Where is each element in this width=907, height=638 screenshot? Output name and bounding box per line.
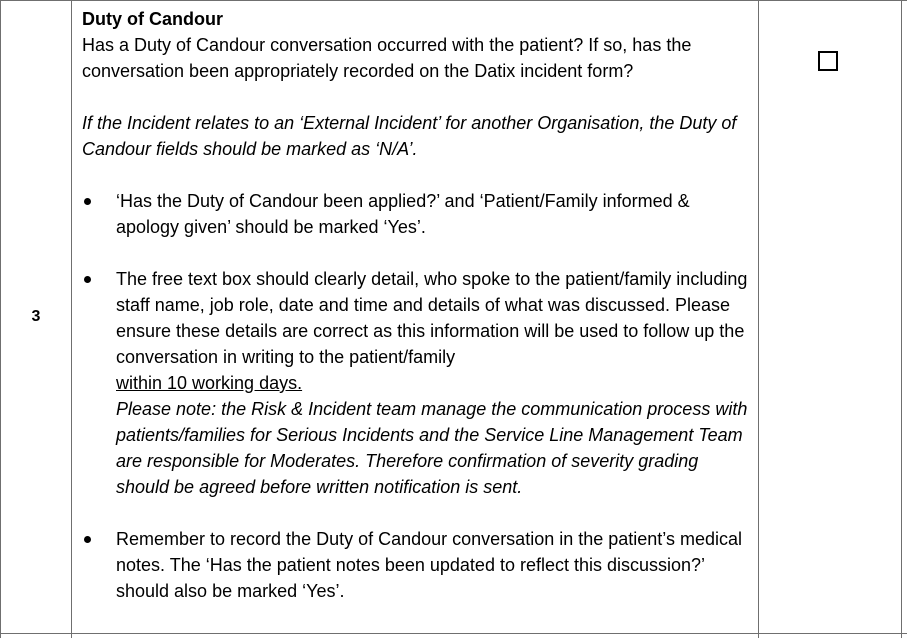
- bullet-text-medical-notes: Remember to record the Duty of Candour conversation in the patient’s medical notes. The ‘Has the patient notes been updated to reflect this discussion?’ should also be marked ‘Yes’.: [116, 529, 742, 601]
- table-top-border: [1, 0, 907, 1]
- bullet-icon: [84, 276, 91, 283]
- communication-note: Please note: the Risk & Incident team manage the communication process with patients/families for Serious Incidents and the Service Line Management Team are responsible for Moderates. Therefore confirmation of severity grading should be agreed before written notification is sent.: [116, 399, 748, 497]
- section-title: Duty of Candour: [82, 9, 223, 29]
- column-divider-3: [901, 0, 902, 638]
- table-bottom-border: [1, 633, 907, 634]
- row-number: 3: [31, 308, 41, 325]
- list-item: [82, 266, 754, 500]
- deadline-text: within 10 working days.: [116, 373, 303, 393]
- column-divider-1: [71, 0, 72, 638]
- column-divider-2: [758, 0, 759, 638]
- guidance-list: [82, 188, 754, 604]
- bullet-icon: [84, 536, 91, 543]
- completion-checkbox[interactable]: [818, 51, 838, 71]
- candour-question: Has a Duty of Candour conversation occurred with the patient? If so, has the conversation been appropriately recorded on the Datix incident form?: [82, 35, 692, 81]
- list-item: [82, 188, 754, 240]
- bullet-text-free-text: The free text box should clearly detail, who spoke to the patient/family including staff name, job role, date and time and details of what was discussed. Please ensure these details are correct as this information will be used to follow up the conversation in writing to the patient/family: [116, 269, 748, 367]
- list-item: [82, 526, 754, 604]
- external-incident-note: If the Incident relates to an ‘External Incident’ for another Organisation, the Duty of Candour fields should be marked as ‘N/A’.: [82, 113, 737, 159]
- bullet-icon: [84, 198, 91, 205]
- checklist-item-content: [82, 6, 754, 630]
- bullet-text-applied: ‘Has the Duty of Candour been applied?’ and ‘Patient/Family informed & apology given’ should be marked ‘Yes’.: [116, 191, 690, 237]
